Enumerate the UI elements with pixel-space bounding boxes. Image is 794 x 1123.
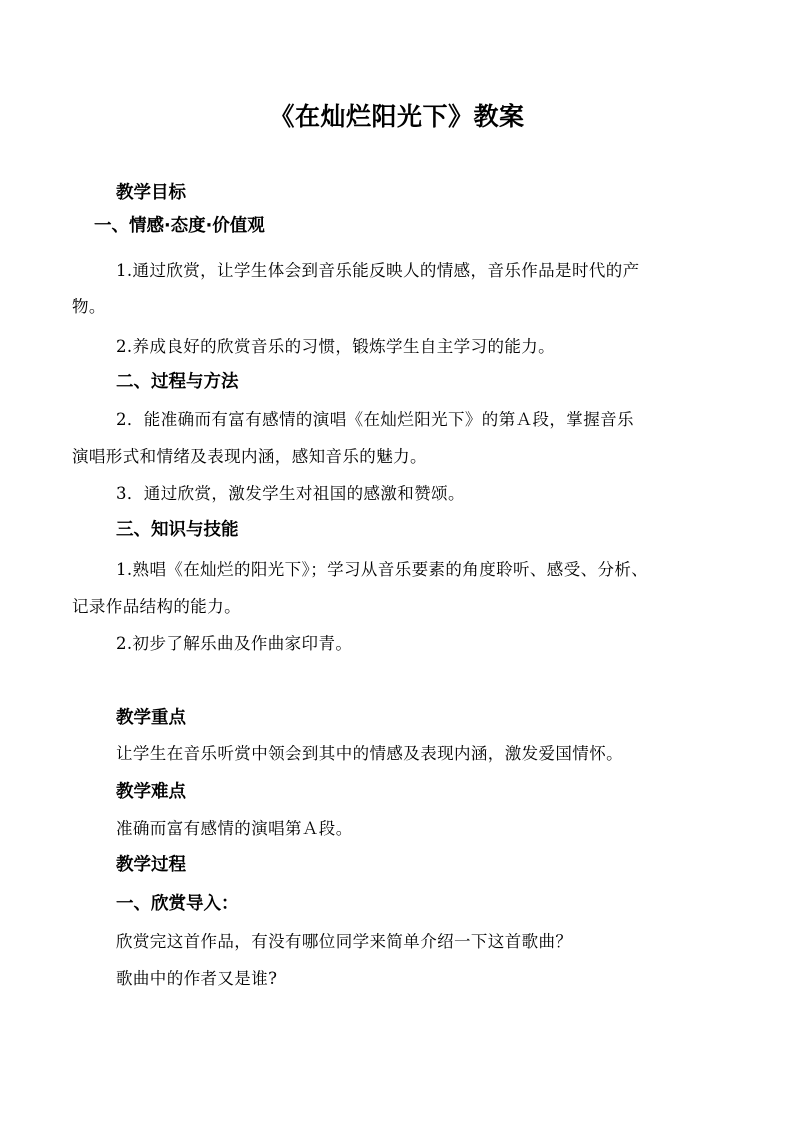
difficulties-heading: 教学难点 [116,782,186,802]
process-step1-question1: 欣赏完这首作品，有没有哪位同学来简单介绍一下这首歌曲？ [116,932,573,951]
document-title: 《在灿烂阳光下》教案 [269,102,525,131]
section2-heading: 二、过程与方法 [116,372,239,392]
section1-item1-line2: 物。 [72,297,106,316]
process-step1-question2: 歌曲中的作者又是谁? [116,969,278,988]
objectives-heading: 教学目标 [116,183,186,203]
section2-item2: 3．通过欣赏，激发学生对祖国的感激和赞颂。 [116,484,465,503]
section1-item1-line1: 1.通过欣赏，让学生体会到音乐能反映人的情感，音乐作品是时代的产 [116,261,640,280]
section2-item1-line1: 2．能准确而有富有感情的演唱《在灿烂阳光下》的第Ａ段，掌握音乐 [116,410,634,429]
section3-item2: 2.初步了解乐曲及作曲家印青。 [116,634,353,653]
section2-item1-line2: 演唱形式和情绪及表现内涵，感知音乐的魅力。 [72,447,427,466]
section1-item2: 2.养成良好的欣赏音乐的习惯，锻炼学生自主学习的能力。 [116,337,556,356]
process-step1-heading: 一、欣赏导入： [116,894,239,914]
section3-heading: 三、知识与技能 [116,520,239,540]
difficulties-text: 准确而富有感情的演唱第Ａ段。 [116,819,353,838]
section3-item1-line2: 记录作品结构的能力。 [72,597,241,616]
key-points-text: 让学生在音乐听赏中领会到其中的情感及表现内涵，激发爱国情怀。 [116,744,623,763]
process-heading: 教学过程 [116,855,186,875]
section3-item1-line1: 1.熟唱《在灿烂的阳光下》；学习从音乐要素的角度聆听、感受、分析、 [116,560,649,579]
key-points-heading: 教学重点 [116,708,186,728]
section1-heading: 一、情感·态度·价值观 [94,216,265,236]
